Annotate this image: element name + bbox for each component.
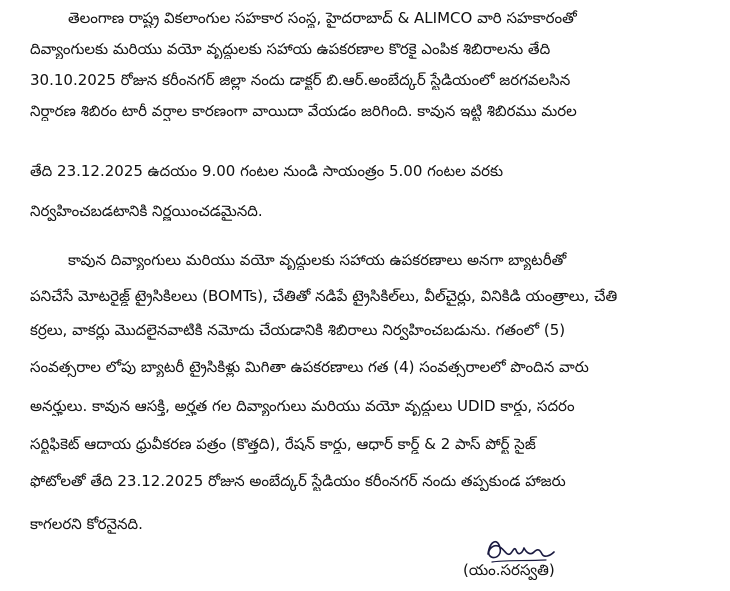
paragraph-2-line-1: కావున దివ్యాంగులు మరియు వయో వృద్దులకు సహాయ ఉపకరణాలు అనగా బ్యాటరీతో <box>68 251 567 269</box>
paragraph-1-line-3: 30.10.2025 రోజున కరీంనగర్ జిల్లా నందు డాక్టర్ బి.ఆర్.అంబేద్కర్ స్టేడియంలో జరగవలసిన <box>30 71 571 89</box>
paragraph-1-line-6: నిర్వహించబడటానికి నిర్ణయించడమైనది. <box>30 202 263 220</box>
paragraph-2-line-5: అనర్హులు. కావున ఆసక్తి, అర్హత గల దివ్యాంగులు మరియు వయో వృద్దులు UDID కార్డు, సదరం <box>30 397 575 415</box>
paragraph-1-line-4: నిర్ధారణ శిబిరం టారీ వర్షాల కారణంగా వాయిదా వేయడం జరిగింది. కావున ఇట్టి శిబిరము మరల <box>30 102 577 120</box>
paragraph-1-line-1: తెలంగాణ రాష్ట్ర వికలాంగుల సహకార సంస్థ, హైదరాబాద్ & ALIMCO వారి సహకారంతో <box>68 9 577 27</box>
paragraph-2-line-6: సర్టిఫికెట్ ఆదాయ ధ్రువీకరణ పత్రం (కొత్తది), రేషన్ కార్డు, ఆధార్ కార్డ్ & 2 పాస్ పోర్ట్ సైజ్ <box>30 435 536 453</box>
paragraph-2-line-8: కాగలరని కోరనైనది. <box>30 515 143 533</box>
paragraph-1-line-5: తేది 23.12.2025 ఉదయం 9.00 గంటల నుండి సాయంత్రం 5.00 గంటల వరకు <box>30 162 504 180</box>
paragraph-2-line-7: ఫోటోలతో తేది 23.12.2025 రోజున అంబేద్కర్ స్టేడియం కరీంనగర్ నందు తప్పకుండ హాజరు <box>30 472 566 490</box>
signatory-name: (యం.సరస్వతి) <box>463 561 555 579</box>
paragraph-2-line-2: పనిచేసే మోటరైజ్డ్ ట్రైసికిలలు (BOMTs), చేతితో నడిపే ట్రైసికిల్‌లు, వీల్‌చైర్లు, వినికిడి యంత్రాలు, చేతి <box>30 287 618 305</box>
paragraph-2-line-3: కర్రలు, వాకర్లు మొదలైనవాటికి నమోదు చేయడానికి శిబిరాలు నిర్వహించబడును. గతంలో (5) <box>30 321 566 339</box>
paragraph-2-line-4: సంవత్సరాల లోపు బ్యాటరీ ట్రైసికిళ్లు మిగితా ఉపకరణాలు గత (4) సంవత్సరాలలో పొందిన వారు <box>30 358 589 376</box>
paragraph-1-line-2: దివ్యాంగులకు మరియు వయో వృద్దులకు సహాయ ఉపకరణాల కొరకై ఎంపిక శిబిరాలను తేది <box>30 40 551 58</box>
